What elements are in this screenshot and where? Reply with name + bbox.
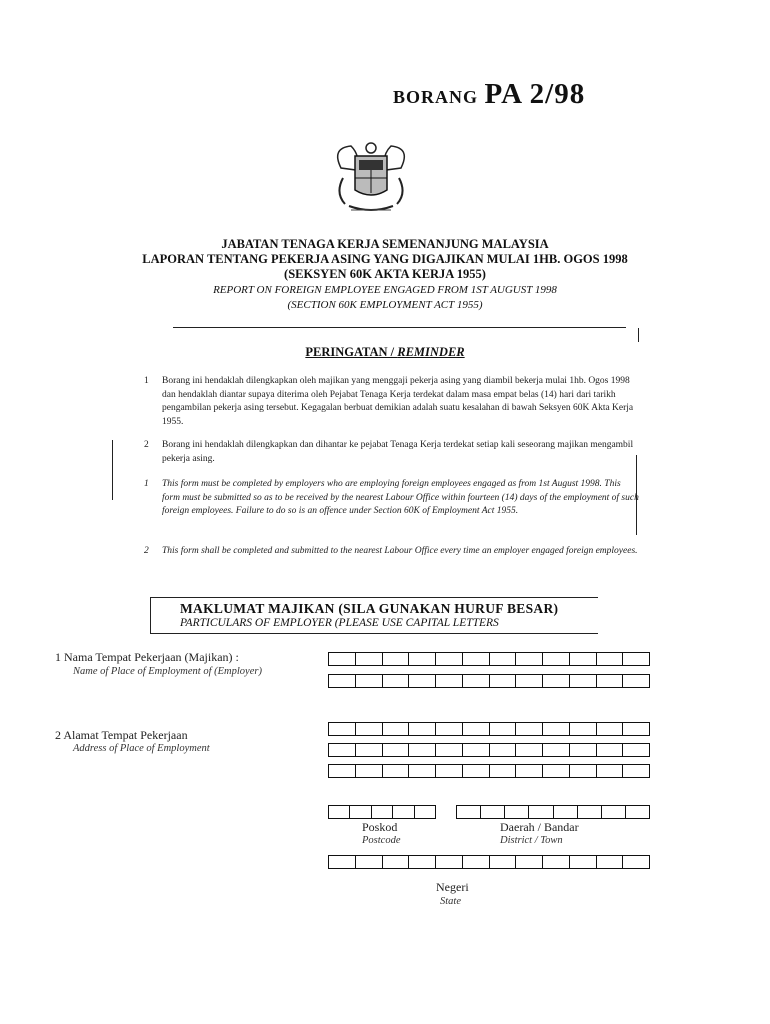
employer-name-sublabel: Name of Place of Employment of (Employer) bbox=[73, 666, 262, 677]
section-side-rule bbox=[150, 598, 151, 633]
reminder-item: 1 Borang ini hendaklah dilengkapkan oleh majikan yang menggaji pekerja asing yang diambil bekerja mulai 1hb. Ogos 1998 dan hendaklah diantar supaya diterima oleh Pejabat Tenaga Kerja terdekat dalam masa empat belas (14) hari dari tarikh pengambilan pekerja asing tersebut. Kegagalan berbuat demikian adalah suatu kesalahan di bawah Seksyen 60K Akta Kerja 1955. bbox=[144, 376, 634, 427]
coat-of-arms-icon bbox=[321, 138, 421, 220]
margin-mark bbox=[112, 440, 113, 500]
section-subtitle: PARTICULARS OF EMPLOYER (PLEASE USE CAPITAL LETTERS bbox=[180, 617, 499, 629]
report-title-en: REPORT ON FOREIGN EMPLOYEE ENGAGED FROM 1ST AUGUST 1998 bbox=[213, 284, 557, 296]
state-label: Negeri bbox=[436, 880, 469, 894]
section-title: MAKLUMAT MAJIKAN (SILA GUNAKAN HURUF BESAR) bbox=[180, 601, 559, 616]
address-label: 2 Alamat Tempat Pekerjaan bbox=[55, 728, 188, 742]
reminder-title: PERINGATAN / REMINDER bbox=[305, 345, 465, 359]
act-reference: (SEKSYEN 60K AKTA KERJA 1955) bbox=[284, 267, 486, 281]
employer-name-label: 1 Nama Tempat Pekerjaan (Majikan) : bbox=[55, 650, 239, 664]
margin-mark bbox=[638, 328, 639, 342]
employer-name-field-row2[interactable] bbox=[328, 674, 650, 688]
section-bottom-rule bbox=[150, 633, 598, 634]
act-reference-en: (SECTION 60K EMPLOYMENT ACT 1955) bbox=[287, 299, 483, 311]
department-title: JABATAN TENAGA KERJA SEMENANJUNG MALAYSIA bbox=[221, 237, 549, 251]
district-sublabel: District / Town bbox=[500, 835, 563, 846]
section-top-rule bbox=[150, 597, 598, 598]
address-field-row2[interactable] bbox=[328, 743, 650, 757]
state-field[interactable] bbox=[328, 855, 650, 869]
form-borang: BORANG bbox=[393, 87, 479, 107]
address-field-row3[interactable] bbox=[328, 764, 650, 778]
postcode-sublabel: Postcode bbox=[362, 835, 401, 846]
address-field-row1[interactable] bbox=[328, 722, 650, 736]
district-field[interactable] bbox=[456, 805, 650, 819]
state-sublabel: State bbox=[440, 896, 461, 907]
header-divider bbox=[173, 327, 626, 328]
report-title: LAPORAN TENTANG PEKERJA ASING YANG DIGAJIKAN MULAI 1HB. OGOS 1998 bbox=[142, 252, 628, 266]
margin-mark bbox=[636, 455, 637, 535]
district-label: Daerah / Bandar bbox=[500, 820, 579, 834]
form-code: PA 2/98 bbox=[484, 78, 586, 110]
postcode-field[interactable] bbox=[328, 805, 436, 819]
address-sublabel: Address of Place of Employment bbox=[73, 743, 210, 754]
employer-name-field-row1[interactable] bbox=[328, 652, 650, 666]
reminder-item-en: 2 This form shall be completed and submitted to the nearest Labour Office every time an employer engaged foreign employees. bbox=[144, 546, 638, 556]
form-number bbox=[393, 78, 585, 111]
postcode-label: Poskod bbox=[362, 820, 398, 834]
reminder-item: 2 Borang ini hendaklah dilengkapkan dan dihantar ke pejabat Tenaga Kerja terdekat setiap kali seseorang majikan mengambil pekerja asing. bbox=[144, 440, 634, 464]
reminder-item-en: 1 This form must be completed by employers who are employing foreign employees engaged as from 1st August 1998. This form must be submitted so as to be received by the nearest Labour Office within fourteen (14) days of the employment of such foreign employees. Failure to do so is an offence under Section 60K of Employment Act 1955. bbox=[144, 479, 639, 516]
